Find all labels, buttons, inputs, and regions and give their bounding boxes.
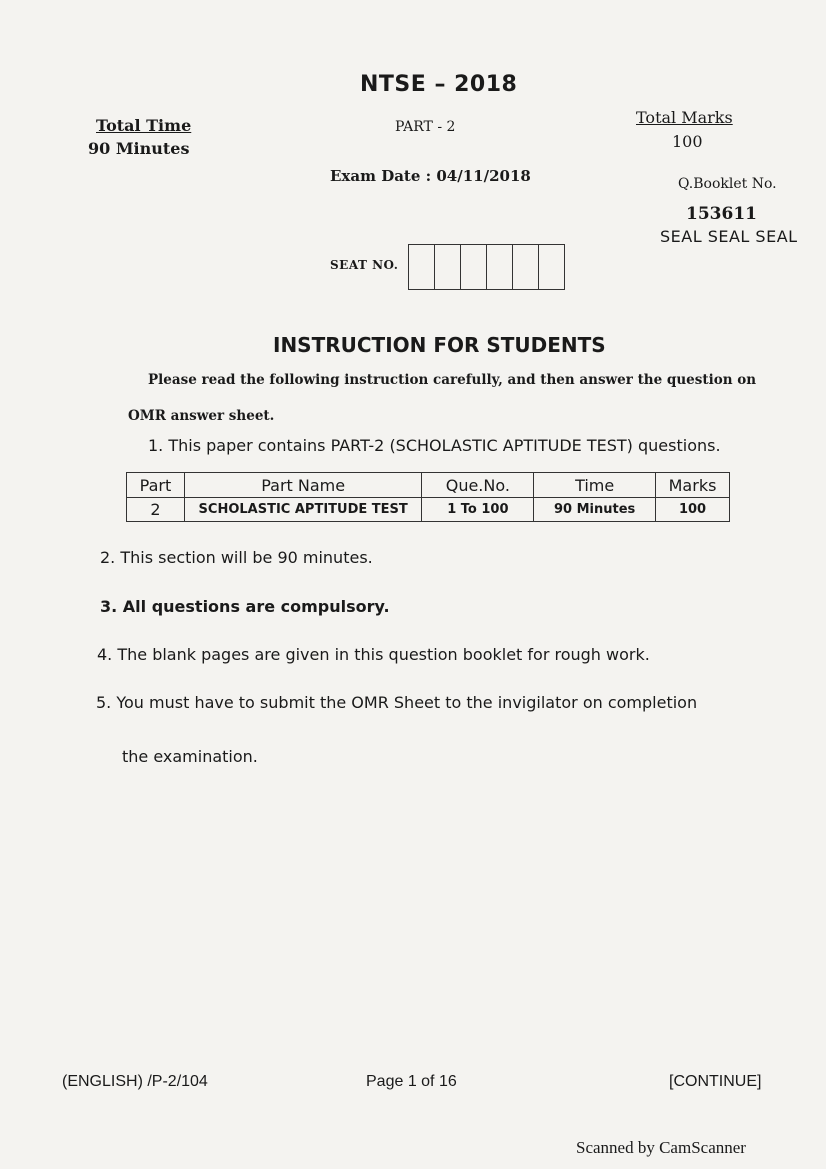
total-time-value: 90 Minutes — [88, 139, 190, 158]
instruction-item-4: 4. The blank pages are given in this question booklet for rough work. — [97, 645, 650, 664]
booklet-number-label: Q.Booklet No. — [678, 176, 777, 192]
cell-part-name: SCHOLASTIC APTITUDE TEST — [184, 498, 422, 522]
footer-continue: [CONTINUE] — [669, 1073, 762, 1090]
instruction-item-1: 1. This paper contains PART-2 (SCHOLASTIC APTITUDE TEST) questions. — [148, 436, 721, 455]
cell-que-no: 1 To 100 — [422, 498, 534, 522]
seat-number-boxes[interactable] — [408, 244, 565, 290]
instruction-item-3: 3. All questions are compulsory. — [100, 597, 390, 616]
seat-digit-box[interactable] — [539, 245, 564, 289]
col-header-que-no: Que.No. — [422, 473, 534, 498]
col-header-part-name: Part Name — [184, 473, 422, 498]
instruction-item-5: 5. You must have to submit the OMR Sheet to the invigilator on completion — [96, 693, 698, 712]
total-marks-label: Total Marks — [636, 108, 733, 127]
instruction-item-2: 2. This section will be 90 minutes. — [100, 548, 373, 567]
seat-digit-box[interactable] — [461, 245, 487, 289]
cell-marks: 100 — [656, 498, 730, 522]
seat-digit-box[interactable] — [409, 245, 435, 289]
part-info-table — [126, 472, 730, 522]
seal-stamp-text: SEAL SEAL SEAL — [660, 227, 798, 246]
seat-number-label: SEAT NO. — [330, 258, 399, 272]
cell-part: 2 — [127, 498, 185, 522]
part-label: PART - 2 — [395, 119, 456, 135]
total-marks-value: 100 — [672, 132, 703, 151]
instructions-intro-line1: Please read the following instruction carefully, and then answer the question on — [148, 372, 757, 388]
seat-digit-box[interactable] — [513, 245, 539, 289]
instructions-heading: INSTRUCTION FOR STUDENTS — [273, 333, 606, 357]
exam-title: NTSE – 2018 — [360, 72, 518, 97]
col-header-marks: Marks — [656, 473, 730, 498]
table-row — [127, 498, 730, 522]
scanner-watermark: Scanned by CamScanner — [576, 1138, 746, 1157]
footer-code: (ENGLISH) /P-2/104 — [62, 1073, 208, 1090]
seat-digit-box[interactable] — [487, 245, 513, 289]
table-header-row — [127, 473, 730, 498]
total-time-label: Total Time — [96, 116, 192, 135]
footer-page-number: Page 1 of 16 — [366, 1073, 457, 1090]
exam-date: Exam Date : 04/11/2018 — [330, 167, 531, 185]
booklet-number: 153611 — [686, 204, 757, 224]
col-header-part: Part — [127, 473, 185, 498]
seat-digit-box[interactable] — [435, 245, 461, 289]
cell-time: 90 Minutes — [534, 498, 656, 522]
instruction-item-5-continued: the examination. — [122, 747, 258, 766]
col-header-time: Time — [534, 473, 656, 498]
instructions-intro-line2: OMR answer sheet. — [128, 408, 275, 424]
